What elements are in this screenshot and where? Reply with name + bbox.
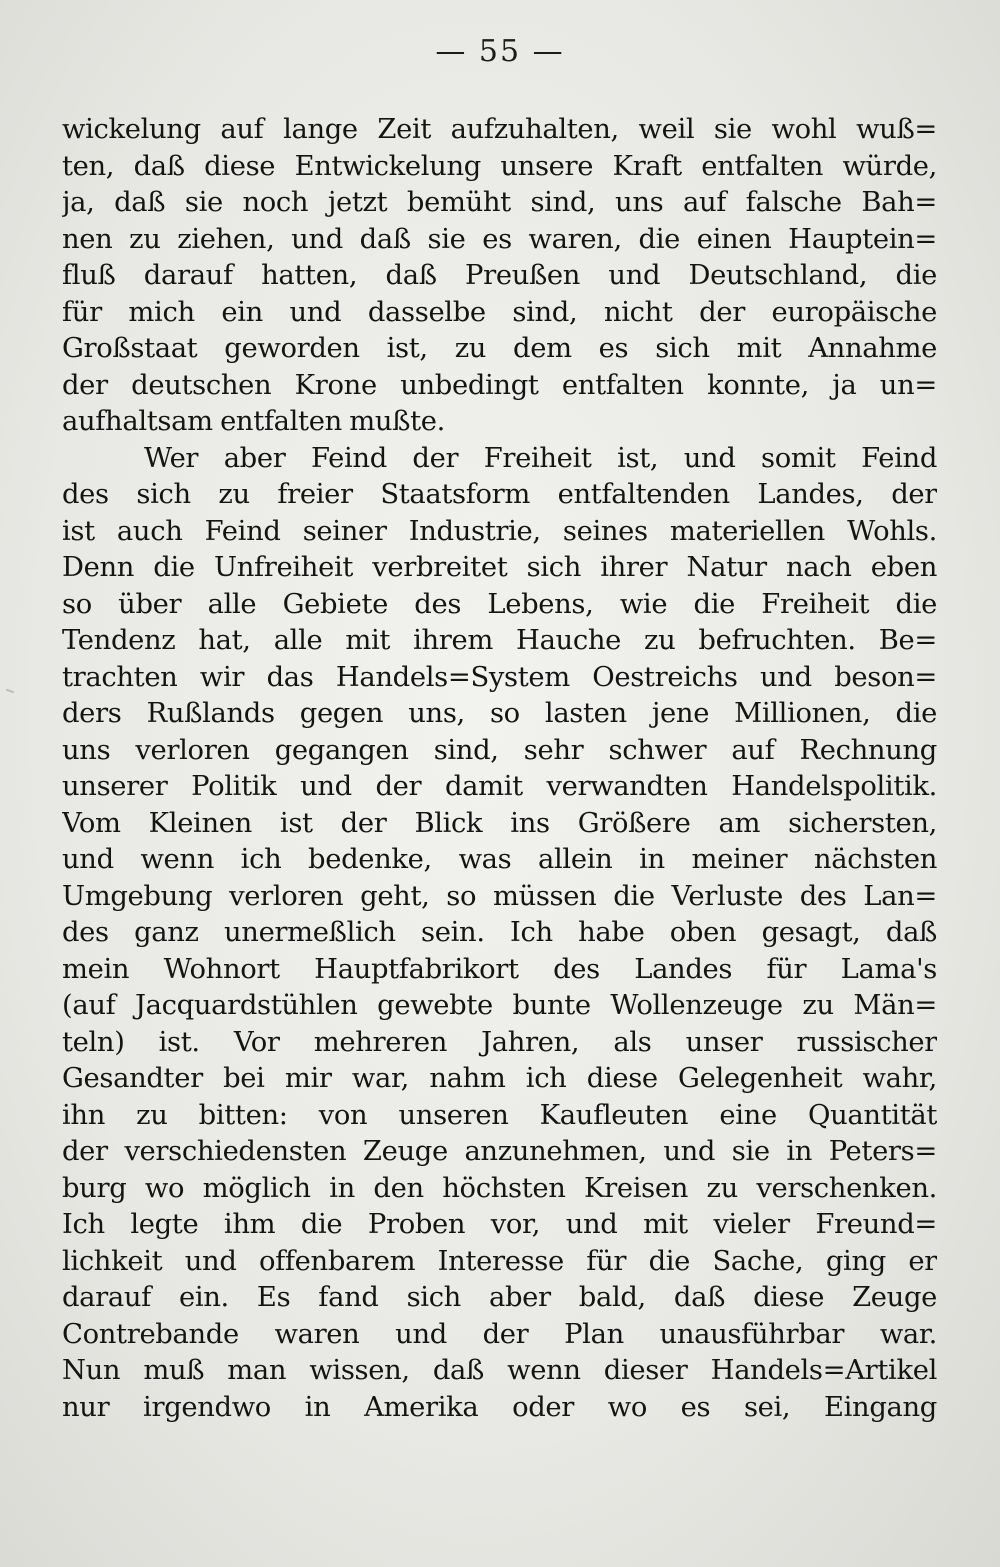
text-line-34: Contrebande waren und der Plan unausführbar war. <box>62 1318 937 1350</box>
text-line-5: fluß darauf hatten, daß Preußen und Deutschland, die <box>62 260 937 291</box>
text-line-4: nen zu ziehen, und daß sie es waren, die einen Hauptein= <box>62 223 937 255</box>
text-line-20: Vom Kleinen ist der Blick ins Größere am sichersten, <box>62 807 937 839</box>
text-line-8: der deutschen Krone unbedingt entfalten konnte, ja un= <box>62 369 937 401</box>
text-line-30: burg wo möglich in den höchsten Kreisen zu verschenken. <box>62 1172 937 1204</box>
text-line-19: unserer Politik und der damit verwandten Handelspolitik. <box>62 771 937 802</box>
text-line-24: mein Wohnort Hauptfabrikort des Landes für Lama's <box>62 953 937 985</box>
text-line-3: ja, daß sie noch jetzt bemüht sind, uns auf falsche Bah= <box>62 187 937 218</box>
text-line-14: so über alle Gebiete des Lebens, wie die Freiheit die <box>62 588 937 620</box>
text-line-29: der verschiedensten Zeuge anzunehmen, und sie in Peters= <box>62 1136 937 1167</box>
text-line-13: Denn die Unfreiheit verbreitet sich ihrer Natur nach eben <box>62 552 937 583</box>
text-line-15: Tendenz hat, alle mit ihrem Hauche zu befruchten. Be= <box>62 625 937 656</box>
text-line-17: ders Rußlands gegen uns, so lasten jene Millionen, die <box>62 698 937 729</box>
paper-speck <box>6 689 14 694</box>
text-line-33: darauf ein. Es fand sich aber bald, daß diese Zeuge <box>62 1282 937 1313</box>
text-line-9: aufhaltsam entfalten mußte. <box>62 406 445 437</box>
text-line-12: ist auch Feind seiner Industrie, seines materiellen Wohls. <box>62 515 937 547</box>
text-line-23: des ganz unermeßlich sein. Ich habe oben gesagt, daß <box>62 917 937 948</box>
text-line-11: des sich zu freier Staatsform entfaltenden Landes, der <box>62 479 937 510</box>
text-line-1: wickelung auf lange Zeit aufzuhalten, weil sie wohl wuß= <box>62 114 937 145</box>
text-line-21: und wenn ich bedenke, was allein in meiner nächsten <box>62 844 937 875</box>
text-line-31: Ich legte ihm die Proben vor, und mit vieler Freund= <box>62 1209 937 1240</box>
text-line-35: Nun muß man wissen, daß wenn dieser Handels=Artikel <box>62 1355 937 1386</box>
text-line-7: Großstaat geworden ist, zu dem es sich mit Annahme <box>62 333 937 364</box>
page-number: — 55 — <box>435 34 565 69</box>
body-text <box>62 112 937 1426</box>
text-line-16: trachten wir das Handels=System Oestreichs und beson= <box>62 661 937 693</box>
text-line-26: teln) ist. Vor mehreren Jahren, als unser russischer <box>62 1026 937 1058</box>
text-line-22: Umgebung verloren geht, so müssen die Verluste des Lan= <box>62 880 937 912</box>
text-line-18: uns verloren gegangen sind, sehr schwer auf Rechnung <box>62 734 937 766</box>
text-line-10: Wer aber Feind der Freiheit ist, und somit Feind <box>144 442 937 474</box>
text-line-28: ihn zu bitten: von unseren Kaufleuten eine Quantität <box>62 1099 937 1131</box>
text-line-27: Gesandter bei mir war, nahm ich diese Gelegenheit wahr, <box>62 1063 937 1094</box>
text-line-32: lichkeit und offenbarem Interesse für die Sache, ging er <box>62 1245 937 1277</box>
text-line-36: nur irgendwo in Amerika oder wo es sei, Eingang <box>62 1391 937 1423</box>
text-line-6: für mich ein und dasselbe sind, nicht der europäische <box>62 296 937 328</box>
text-line-25: (auf Jacquardstühlen gewebte bunte Wollenzeuge zu Män= <box>62 990 937 1021</box>
text-line-2: ten, daß diese Entwickelung unsere Kraft entfalten würde, <box>62 150 937 182</box>
